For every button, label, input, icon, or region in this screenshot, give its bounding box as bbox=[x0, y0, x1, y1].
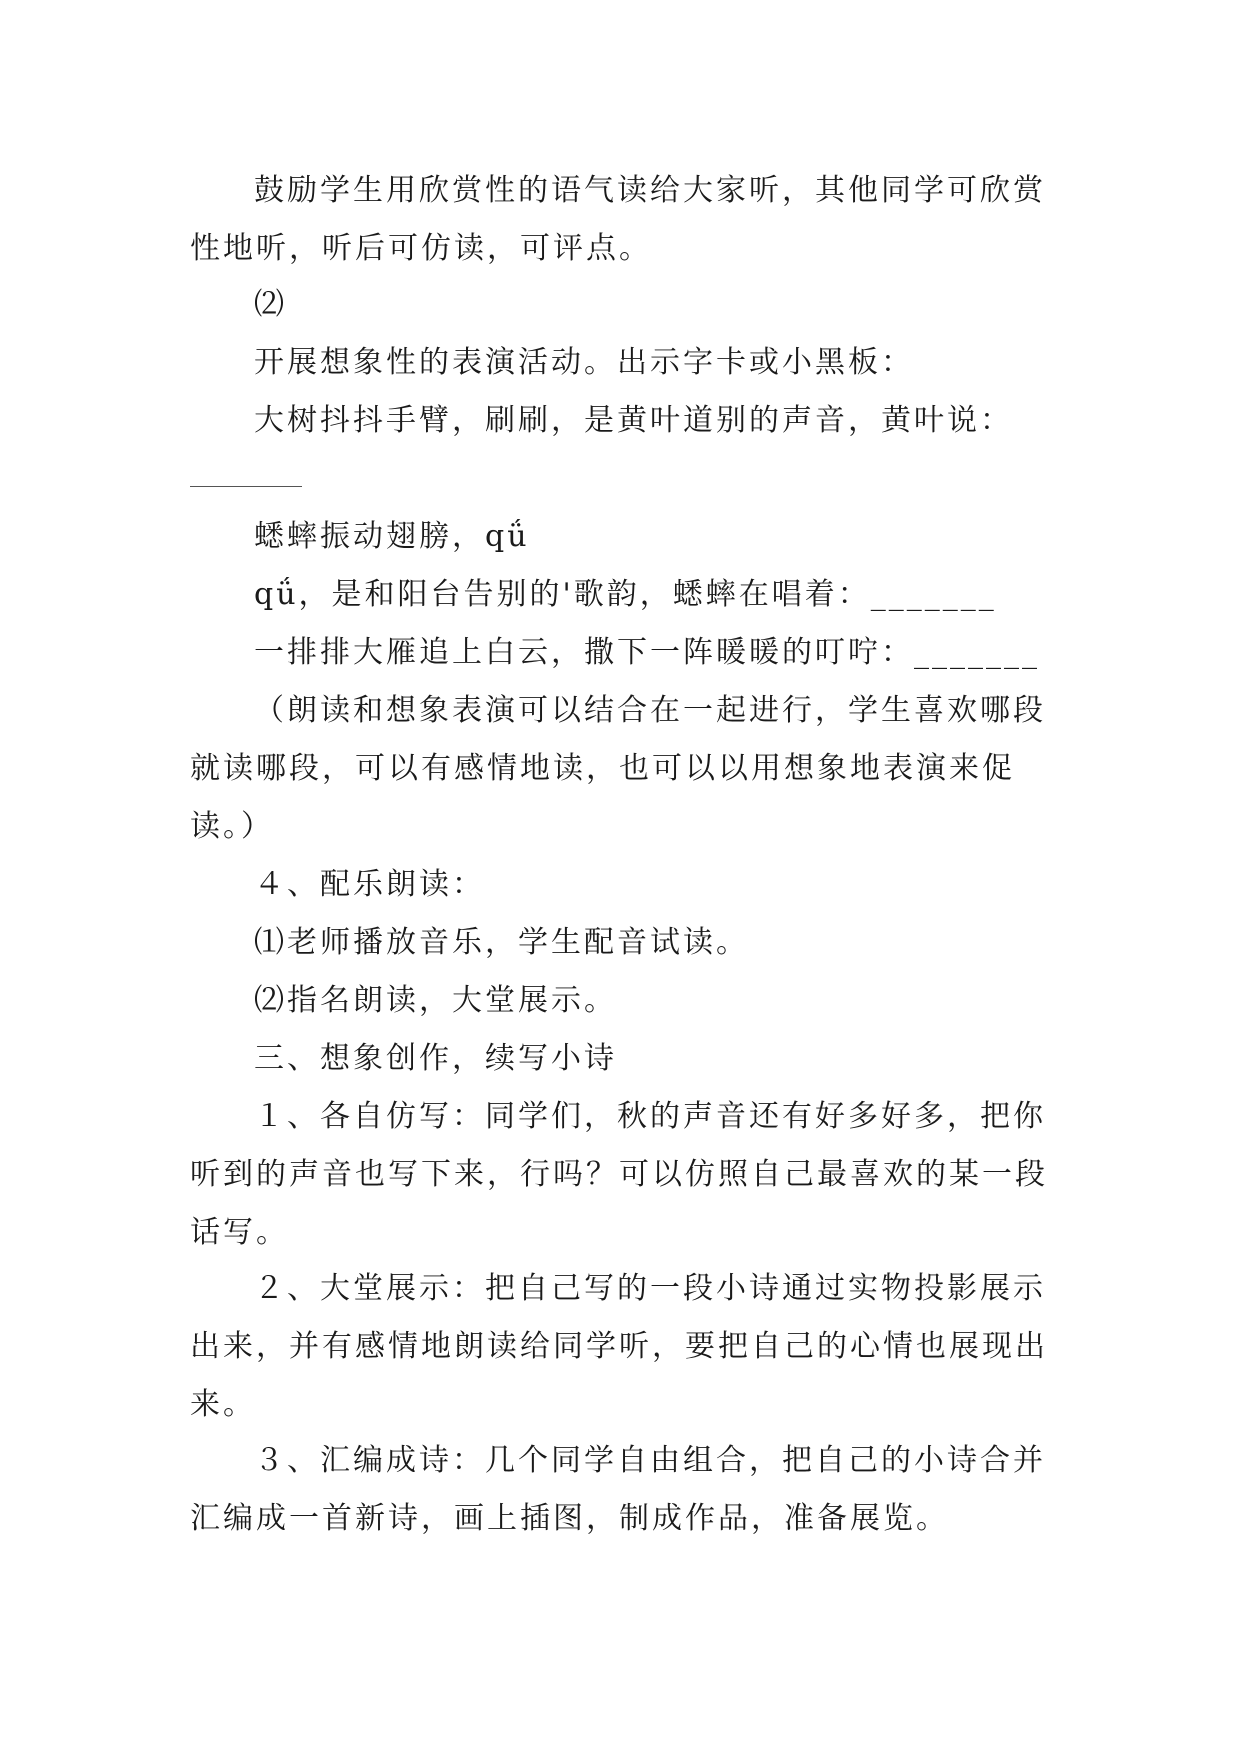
body-text bbox=[190, 566, 1052, 624]
body-text bbox=[190, 392, 1052, 450]
paragraph-6: qǘ，是和阳台告别的'歌韵，蟋蟀在唱着：_______ bbox=[254, 577, 997, 612]
paragraph-7: 一排排大雁追上白云，撒下一阵暖暖的叮咛：_______ bbox=[254, 635, 1040, 670]
body-text bbox=[190, 1088, 1052, 1262]
body-text bbox=[190, 1432, 1052, 1548]
body-text bbox=[190, 972, 1052, 1030]
body-text bbox=[190, 914, 1052, 972]
paragraph-2: ⑵ bbox=[254, 287, 287, 322]
body-text bbox=[190, 682, 1052, 856]
paragraph-13: １、各自仿写：同学们，秋的声音还有好多好多，把你听到的声音也写下来，行吗？可以仿照自己最喜欢的某一段话写。 bbox=[190, 1099, 1048, 1250]
body-text bbox=[190, 1260, 1052, 1434]
paragraph-4: 大树抖抖手臂，刷刷，是黄叶道别的声音，黄叶说： bbox=[254, 403, 1013, 438]
paragraph-10: ⑴老师播放音乐，学生配音试读。 bbox=[254, 925, 749, 960]
paragraph-11: ⑵指名朗读，大堂展示。 bbox=[254, 983, 617, 1018]
body-text bbox=[190, 856, 1052, 914]
paragraph-8: （朗读和想象表演可以结合在一起进行，学生喜欢哪段就读哪段，可以有感情地读，也可以以用想象地表演来促读。） bbox=[190, 693, 1046, 844]
body-text bbox=[190, 334, 1052, 392]
paragraph-1: 鼓励学生用欣赏性的语气读给大家听，其他同学可欣赏性地听，听后可仿读，可评点。 bbox=[190, 173, 1046, 266]
body-text bbox=[190, 508, 1052, 566]
body-text bbox=[190, 624, 1052, 682]
paragraph-3: 开展想象性的表演活动。出示字卡或小黑板： bbox=[254, 345, 914, 380]
body-text bbox=[190, 1030, 1052, 1088]
body-text bbox=[190, 162, 1052, 278]
paragraph-5: 蟋蟀振动翅膀，qǘ bbox=[254, 519, 530, 554]
paragraph-12: 三、想象创作，续写小诗 bbox=[254, 1041, 617, 1076]
paragraph-9: ４、配乐朗读： bbox=[254, 867, 485, 902]
paragraph-15: ３、汇编成诗：几个同学自由组合，把自己的小诗合并汇编成一首新诗，画上插图，制成作品，准备展览。 bbox=[190, 1443, 1046, 1536]
body-text bbox=[190, 276, 1052, 334]
blank-line bbox=[190, 486, 302, 487]
paragraph-14: ２、大堂展示：把自己写的一段小诗通过实物投影展示出来，并有感情地朗读给同学听，要把自己的心情也展现出来。 bbox=[190, 1271, 1048, 1422]
